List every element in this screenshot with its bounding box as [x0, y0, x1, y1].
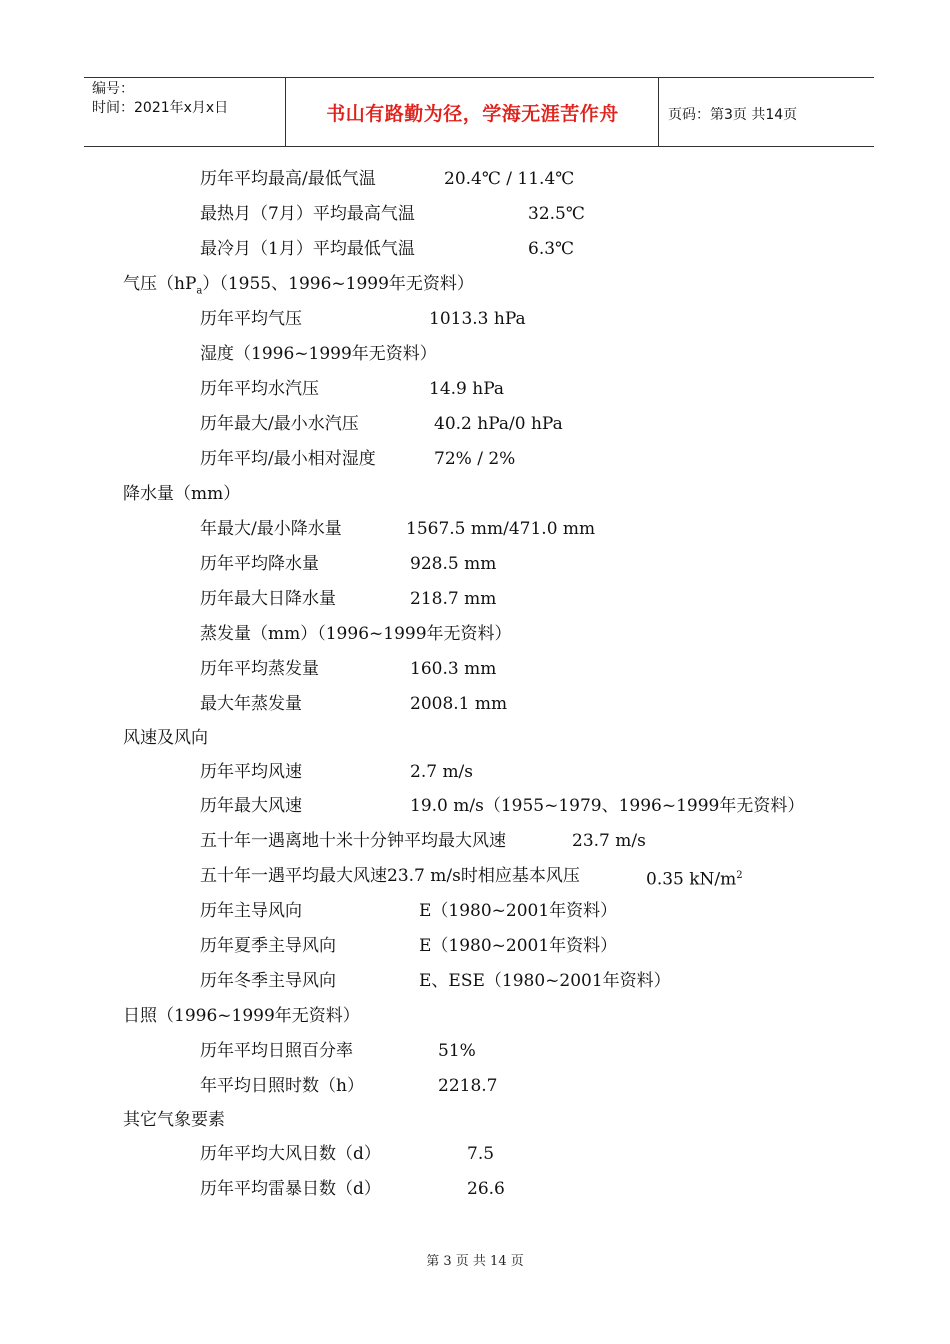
max-min-vapor-pressure-row	[200, 413, 563, 435]
row-label: 历年最大风速	[200, 796, 302, 816]
doc-time-label: 时间：2021年x月x日	[92, 100, 229, 116]
row-label: 五十年一遇平均最大风速23.7 m/s时相应基本风压	[200, 866, 580, 886]
row-label: 五十年一遇离地十米十分钟平均最大风速	[200, 831, 506, 851]
section-title: 降水量（mm）	[123, 484, 241, 504]
summer-wind-row	[200, 935, 618, 957]
basic-wind-pressure-row	[200, 865, 743, 890]
evaporation-heading	[200, 623, 512, 645]
row-value: 6.3℃	[528, 239, 575, 259]
page-footer: 第 3 页 共 14 页	[426, 1254, 524, 1269]
row-value: 928.5 mm	[410, 554, 497, 574]
doc-number-label: 编号：	[92, 81, 134, 97]
section-sunshine	[123, 1005, 360, 1027]
row-label: 最大年蒸发量	[200, 694, 302, 714]
row-value: 2.7 m/s	[410, 762, 474, 782]
row-label: 历年平均风速	[200, 762, 302, 782]
row-label: 历年平均蒸发量	[200, 659, 319, 679]
page-header	[84, 77, 874, 147]
subscript: a	[196, 285, 203, 297]
row-value: 20.4℃ / 11.4℃	[444, 169, 575, 189]
row-value: 40.2 hPa/0 hPa	[434, 414, 563, 434]
thunderstorm-days-row	[200, 1178, 505, 1200]
row-value: E（1980~2001年资料）	[419, 936, 618, 956]
row-value: E、ESE（1980~2001年资料）	[419, 971, 671, 991]
row-value: 160.3 mm	[410, 659, 497, 679]
row-label: 历年平均降水量	[200, 554, 319, 574]
header-meta	[92, 80, 228, 118]
row-label: 历年平均/最小相对湿度	[200, 449, 376, 469]
superscript: 2	[736, 870, 743, 881]
row-value: 2218.7	[438, 1076, 498, 1096]
row-label: 最热月（7月）平均最高气温	[200, 204, 415, 224]
value-text: 0.35 kN/m	[646, 869, 737, 890]
section-other	[123, 1109, 225, 1131]
section-note: ）（1955、1996~1999年无资料）	[202, 274, 474, 294]
section-pressure	[123, 273, 474, 302]
coldest-month-row	[200, 238, 575, 260]
winter-wind-row	[200, 970, 671, 992]
row-value: 1567.5 mm/471.0 mm	[406, 519, 596, 539]
row-label: 湿度（1996~1999年无资料）	[200, 344, 437, 364]
row-label: 最冷月（1月）平均最低气温	[200, 239, 415, 259]
section-title: 风速及风向	[123, 728, 208, 748]
row-label: 历年最大日降水量	[200, 589, 336, 609]
row-value: 23.7 m/s	[572, 831, 646, 851]
row-value	[646, 865, 743, 891]
row-value: 14.9 hPa	[429, 379, 505, 399]
fifty-year-wind-row	[200, 830, 646, 852]
avg-evaporation-row	[200, 658, 497, 680]
row-value: 26.6	[467, 1179, 505, 1199]
header-page-number: 页码：第3页 共14页	[668, 107, 798, 123]
row-value: 32.5℃	[528, 204, 585, 224]
row-label: 历年冬季主导风向	[200, 971, 336, 991]
temp-max-min-row	[200, 168, 575, 190]
row-label: 历年平均大风日数（d）	[200, 1144, 381, 1164]
max-daily-precip-row	[200, 588, 497, 610]
section-title: 气压（hP	[123, 274, 197, 294]
dominant-wind-row	[200, 900, 618, 922]
avg-pressure-row	[200, 308, 526, 330]
row-value: 72% / 2%	[434, 449, 516, 469]
row-value: 51%	[438, 1041, 476, 1061]
row-label: 历年主导风向	[200, 901, 302, 921]
row-label: 历年最大/最小水汽压	[200, 414, 359, 434]
section-wind	[123, 727, 208, 749]
row-label: 历年夏季主导风向	[200, 936, 336, 956]
row-label: 蒸发量（mm）（1996~1999年无资料）	[200, 624, 512, 644]
row-value: E（1980~2001年资料）	[419, 901, 618, 921]
max-wind-speed-row	[200, 795, 805, 817]
section-title: 其它气象要素	[123, 1110, 225, 1130]
gale-days-row	[200, 1143, 495, 1165]
avg-wind-speed-row	[200, 761, 474, 783]
row-label: 历年平均雷暴日数（d）	[200, 1179, 381, 1199]
row-label: 年最大/最小降水量	[200, 519, 342, 539]
row-value: 1013.3 hPa	[429, 309, 526, 329]
relative-humidity-row	[200, 448, 516, 470]
avg-vapor-pressure-row	[200, 378, 505, 400]
hottest-month-row	[200, 203, 585, 225]
sunshine-percent-row	[200, 1040, 476, 1062]
row-value: 7.5	[467, 1144, 495, 1164]
sunshine-hours-row	[200, 1075, 498, 1097]
row-value: 2008.1 mm	[410, 694, 508, 714]
row-value: 19.0 m/s（1955~1979、1996~1999年无资料）	[410, 796, 805, 816]
row-label: 历年平均日照百分率	[200, 1041, 353, 1061]
row-value: 218.7 mm	[410, 589, 497, 609]
section-title: 日照（1996~1999年无资料）	[123, 1006, 360, 1026]
section-precipitation	[123, 483, 240, 505]
header-motto: 书山有路勤为径，学海无涯苦作舟	[326, 103, 619, 125]
max-evaporation-row	[200, 693, 508, 715]
row-label: 历年平均气压	[200, 309, 302, 329]
humidity-heading	[200, 343, 437, 365]
avg-precip-row	[200, 553, 497, 575]
row-label: 年平均日照时数（h）	[200, 1076, 364, 1096]
row-label: 历年平均水汽压	[200, 379, 319, 399]
row-label: 历年平均最高/最低气温	[200, 169, 376, 189]
annual-precip-row	[200, 518, 596, 540]
header-divider	[658, 78, 659, 146]
